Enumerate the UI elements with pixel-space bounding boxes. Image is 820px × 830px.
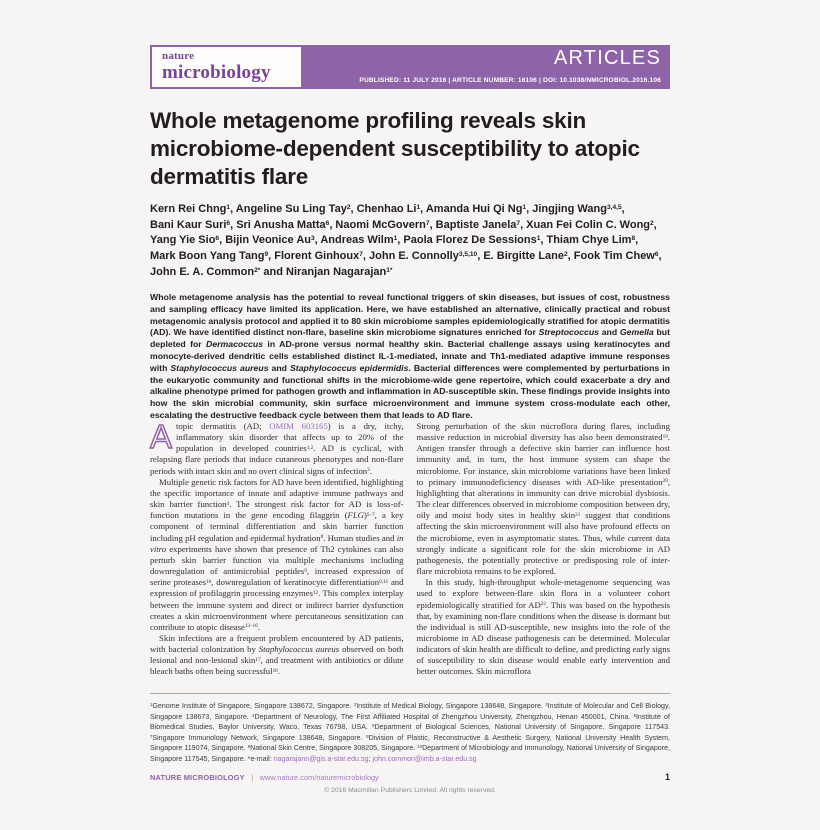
- author-line: John E. A. Common$^{2*}$ and Niranjan Nagarajan$^{1*}$: [150, 265, 393, 278]
- reference-superscript: 1: [393, 235, 398, 243]
- paper-title-line: dermatitis flare: [150, 164, 309, 189]
- text-link[interactable]: OMIM 603165: [269, 421, 328, 431]
- reference-superscript: 8: [366, 733, 369, 739]
- reference-superscript: 1: [150, 702, 153, 708]
- reference-superscript: 4: [226, 500, 230, 507]
- text-link[interactable]: john.common@imb.a-star.edu.sg: [372, 754, 477, 763]
- reference-superscript: 1,2: [306, 444, 314, 451]
- published-line: PUBLISHED: 11 JULY 2016 | ARTICLE NUMBER: 16106 | DOI: 10.1038/NMICROBIOL.2016.106: [359, 77, 661, 84]
- copyright-line: © 2016 Macmillan Publishers Limited. All rights reserved.: [324, 787, 496, 794]
- reference-superscript: 2: [353, 702, 357, 708]
- reference-superscript: 8: [320, 534, 324, 541]
- reference-superscript: 19: [662, 433, 668, 440]
- reference-superscript: 1: [536, 235, 541, 243]
- reference-superscript: 1*: [386, 266, 393, 274]
- journal-logo: [150, 45, 303, 89]
- paper-title-line: microbiome-dependent susceptibility to atopic: [150, 136, 640, 161]
- reference-superscript: 6: [372, 723, 375, 729]
- reference-superscript: 18: [272, 668, 278, 675]
- reference-superscript: 1: [416, 204, 421, 212]
- reference-superscript: 6: [226, 219, 231, 227]
- paper-title-line: Whole metagenome profiling reveals skin: [150, 108, 587, 133]
- author-line: Yang Yie Sio$^6$, Bijin Veonice Au$^3$, Andreas Wilm$^1$, Paola Florez De Sessions$^1$, Thiam Chye Lim$^8$,: [150, 234, 639, 247]
- reference-superscript: 2: [564, 251, 568, 259]
- text-link[interactable]: nagarajann@gis.a-star.edu.sg: [273, 754, 369, 763]
- reference-superscript: 3: [545, 702, 548, 708]
- reference-superscript: 21: [575, 511, 581, 518]
- reference-superscript: 1: [226, 204, 231, 212]
- body-left-column: [150, 418, 404, 678]
- abstract: Whole metagenome analysis has the potential to reveal functional triggers of skin diseases, but issues of cost, robustness and sampling efficacy have limited its application. Here, we have established an alternative, clinically practical and robust metagenomic analysis protocol and applied it to 80 skin microbiome samples epidemiologically stratified for atopic dermatitis (AD). We have identified distinct non-flare, baseline skin microbiome signatures enriched for Streptococcus and Gemella but depleted for Dermacoccus in AD-prone versus normal healthy skin. Bacterial challenge assays using keratinocytes and monocyte-derived dendritic cells established distinct IL-1-mediated, innate and Th1-mediated adaptive immune responses with Staphylococcus aureus and Staphylococcus epidermidis. Bacterial differences were complemented by perturbations in the eukaryotic community and functional shifts in the microbiome-wide gene repertoire, which could exacerbate a dry and alkaline phenotype primed for pathogen growth and inflammation in AD-susceptible skin. These findings provide insights into how the skin microbial community, skin surface microenvironment and immune system cross-modulate each other, escalating the destructive feedback cycle between them that leads to AD flare.: [150, 292, 671, 420]
- masthead: [150, 45, 670, 89]
- masthead-banner: [303, 45, 670, 89]
- reference-superscript: 6: [215, 235, 220, 243]
- reference-superscript: 13–16: [244, 623, 258, 630]
- affiliations: $^1$Genome Institute of Singapore, Singapore 138672, Singapore. $^2$Institute of Medical Biology, Singapore 138648, Singapore. $^3$Institute of Molecular and Cell Biology, Singapore 138673, Singapore. $^4$Department of Neurology, The First Affiliated Hospital of Zhengzhou University, Zhengzhou, Henan 450001, China. $^5$Institute of Biomedical Studies, Baylor University, Waco, Texas 76798, USA. $^6$Department of Biological Sciences, National University of Singapore, Singapore 117543. $^7$Singapore Immunology Network, Singapore 138648, Singapore. $^8$Division of Plastic, Reconstructive & Aesthetic Surgery, National University Health System, Singapore 119074, Singapore. $^9$National Skin Centre, Singapore 308205, Singapore. $^{10}$Department of Microbiology and Immunology, National University of Singapore, Singapore 117545, Singapore. *e-mail: nagarajann@gis.a-star.edu.sg; john.common@imb.a-star.edu.sg: [150, 702, 670, 763]
- footnote-divider: [150, 693, 670, 694]
- body-paragraph: Skin infections are a frequent problem encountered by AD patients, with bacterial colonization by Staphylococcus aureus observed on both lesional and non-lesional skin$^{17}$, and treatment with antibiotics or dilute bleach baths often being successful$^{18}$.: [150, 632, 404, 677]
- reference-superscript: 4: [252, 712, 255, 718]
- paper-title: [150, 107, 640, 191]
- journal-logo-nature: nature: [162, 50, 195, 62]
- reference-superscript: 2: [346, 204, 351, 212]
- reference-superscript: 8: [631, 235, 636, 243]
- reference-superscript: 3,5,10: [458, 251, 478, 259]
- article-body: [150, 418, 670, 678]
- reference-superscript: 3,4,5: [606, 204, 622, 212]
- author-list: [150, 202, 662, 281]
- article-type-label: ARTICLES: [553, 47, 661, 69]
- dropcap-letter: A: [150, 418, 173, 455]
- reference-superscript: 22: [540, 601, 546, 608]
- reference-superscript: 6: [325, 219, 330, 227]
- body-paragraph: In this study, high-throughput whole-metagenome sequencing was used to explore between-flare skin flora in a volunteer cohort epidemiologically stratified for AD$^{22}$. This was based on the hypothesis that, by examining non-flare conditions when the disease is dormant but the individual is still AD-susceptible, new insights into the role of the microbiome in AD disease pathogenesis can be determined. Molecular indicators of skin health are difficult to define, and predicting early signs of susceptibility to skin disease would enable early intervention and better outcomes. Skin microflora: [416, 577, 670, 677]
- reference-superscript: 12: [312, 590, 319, 596]
- footer-journal-name: NATURE MICROBIOLOGY: [150, 773, 245, 782]
- author-line: Mark Boon Yang Tang$^9$, Florent Ginhoux$^7$, John E. Connolly$^{3,5,10}$, E. Birgitte Lane$^2$, Fook Tim Chew$^6$,: [150, 250, 662, 263]
- body-paragraph: Multiple genetic risk factors for AD have been identified, highlighting the specific importance of innate and adaptive immune pathways and skin barrier function$^4$. The strongest risk factor for AD is loss-of-function mutations in the gene encoding filaggrin (FLG)$^{5-7}$, a key component of terminal differentiation and skin barrier function including pH regulation and epidermal hydration$^8$. Human studies and in vitro experiments have shown that presence of Th2 cytokines can also perturb skin barrier function via multiple mechanisms including downregulation of antimicrobial peptides$^9$, increased expression of serine proteases$^{10}$, downregulation of keratinocyte differentiation$^{9,11}$ and expression of profilaggrin processing enzymes$^{12}$. This complex interplay between the immune system and direct or indirect barrier dysfunction creates a skin microenvironment where percutaneous sensitization can contribute to atopic disease$^{13-16}$.: [150, 476, 404, 632]
- article-page: [150, 45, 670, 830]
- reference-superscript: 9: [264, 251, 269, 259]
- reference-superscript: 7: [150, 733, 153, 739]
- body-right-column: [417, 421, 671, 678]
- reference-superscript: 10: [417, 744, 423, 750]
- reference-superscript: 9,11: [379, 578, 389, 585]
- page-number: 1: [664, 772, 670, 782]
- body-paragraph: Atopic dermatitis (AD; OMIM 603165) is a dry, itchy, inflammatory skin disorder that affects up to 20% of the population in developed countries$^{1,2}$. AD is cyclical, with relapsing flare periods that induce cutaneous phenotypes and non-flare periods with intact skin and no overt clinical signs of infection$^3$.: [150, 418, 404, 476]
- reference-superscript: 9: [304, 567, 307, 574]
- reference-superscript: 5–7: [366, 511, 375, 518]
- reference-superscript: 7: [516, 219, 521, 227]
- body-paragraph: Strong perturbation of the skin microflora during flares, including massive reduction in microbial diversity has also been demonstrated$^{19}$. Antigen transfer through a defective skin barrier can influence host immunity and, in turn, the host immune system can shape the microbiome. For instance, skin microbiome variations have been linked to primary immunodeficiency diseases with AD-like presentation$^{20}$, highlighting that alterations in immunity can drive microbial dysbiosis. The clear differences observed in microbiome composition between dry, oily and moist body sites in healthy skin$^{21}$ suggest that conditions affecting the skin microenvironment will also have profound effects on the microbiome, even in asymptomatic states. Thus, while current data strongly indicate a significant role for the skin microbiome in AD pathogenesis, the potentially protective or predisposing role of inter-flare microbiota remains to be explored.: [416, 421, 670, 577]
- reference-superscript: 3: [310, 235, 315, 243]
- journal-logo-microbiology: microbiology: [162, 62, 271, 83]
- author-line: Kern Rei Chng$^1$, Angeline Su Ling Tay$^2$, Chenhao Li$^1$, Amanda Hui Qi Ng$^1$, Jingjing Wang$^{3,4,5}$,: [150, 203, 625, 215]
- footer-journal-url[interactable]: www.nature.com/naturemicrobiology: [259, 773, 379, 782]
- reference-superscript: 7: [359, 251, 363, 259]
- reference-superscript: 2*: [254, 266, 261, 274]
- reference-superscript: 6: [654, 251, 659, 259]
- reference-superscript: 5: [633, 712, 636, 718]
- reference-superscript: 9: [247, 744, 251, 750]
- author-line: Bani Kaur Suri$^6$, Sri Anusha Matta$^6$, Naomi McGovern$^7$, Baptiste Janela$^7$, Xuan Fei Colin C. Wong$^2$,: [150, 218, 657, 231]
- reference-superscript: 10: [205, 578, 212, 585]
- footer-separator: |: [251, 773, 254, 782]
- page-footer: [150, 767, 670, 785]
- reference-superscript: 17: [255, 656, 261, 663]
- reference-superscript: 7: [425, 219, 430, 227]
- reference-superscript: 3: [367, 467, 370, 474]
- footer-left: [150, 767, 379, 785]
- reference-superscript: 2: [650, 219, 654, 227]
- reference-superscript: 1: [522, 204, 527, 212]
- reference-superscript: 20: [662, 478, 668, 485]
